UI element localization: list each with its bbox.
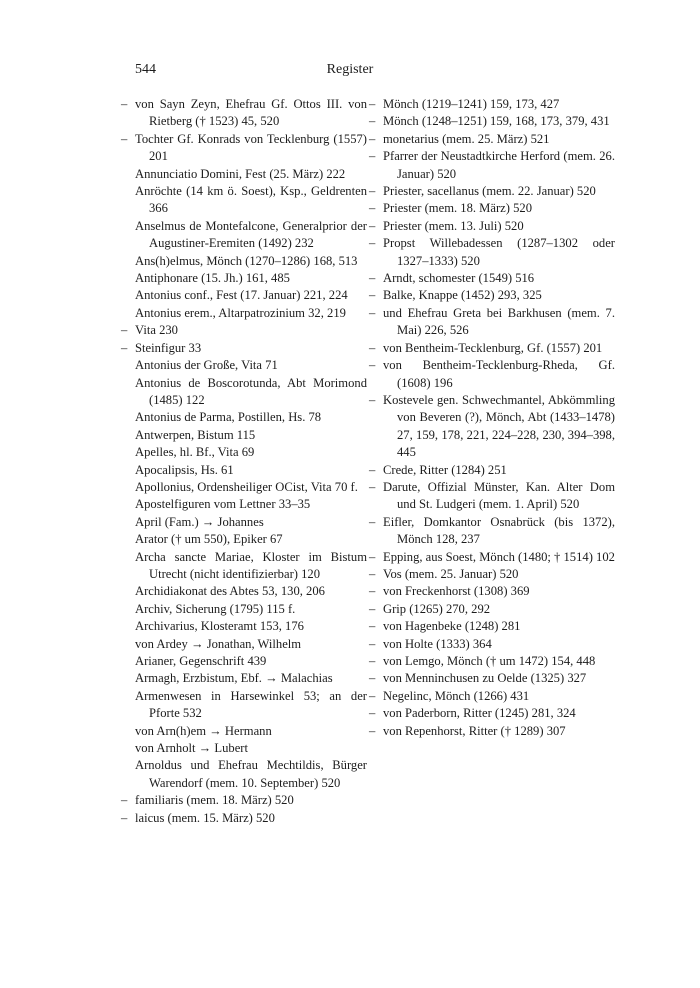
sub-entry-dash: – (121, 810, 128, 825)
index-entry-text: Arndt, schomester (1549) 516 (383, 271, 535, 286)
sub-entry-dash: – (369, 340, 376, 355)
index-entry (369, 305, 615, 340)
sub-entry-dash: – (369, 479, 376, 494)
index-entry-text: familiaris (mem. 18. März) 520 (135, 793, 294, 808)
index-entry-text: Archa sancte Mariae, Kloster im Bistum Utrecht (nicht identifizierbar) 120 (135, 549, 367, 581)
sub-entry-dash: – (369, 584, 376, 599)
index-entry (121, 322, 367, 339)
index-entry (369, 340, 615, 357)
index-entry-text: Antonius de Parma, Postillen, Hs. 78 (135, 410, 322, 425)
index-entry (369, 566, 615, 583)
index-entry (135, 601, 367, 618)
index-entry (369, 670, 615, 687)
sub-entry-dash: – (369, 358, 376, 373)
index-entry-text: von Bentheim-Tecklenburg-Rheda, Gf. (1608) 196 (383, 358, 615, 390)
index-entry-text: Eifler, Domkantor Osnabrück (bis 1372), Mönch 128, 237 (383, 514, 615, 547)
index-entry (135, 531, 367, 548)
index-entry (135, 218, 367, 253)
sub-entry-dash: – (369, 654, 376, 668)
sub-entry-dash: – (369, 462, 376, 477)
index-entry-text: Vita 230 (135, 323, 178, 338)
index-entry-text: Steinfigur 33 (135, 340, 202, 355)
sub-entry-dash: – (369, 149, 376, 164)
index-entry-text: Vos (mem. 25. Januar) 520 (383, 566, 519, 581)
index-entry-text: Apostelfiguren vom Lettner 33–35 (135, 497, 311, 512)
index-entry (135, 357, 367, 374)
index-entry (369, 183, 615, 200)
index-entry (135, 166, 367, 183)
index-entry (121, 810, 367, 827)
index-entry-text: Antonius conf., Fest (17. Januar) 221, 224 (135, 288, 348, 303)
index-entry (369, 636, 615, 653)
index-entry-text: Apelles, hl. Bf., Vita 69 (135, 445, 255, 460)
sub-entry-dash: – (369, 601, 376, 616)
index-entry (135, 636, 367, 653)
index-entry (369, 235, 615, 270)
index-entry-text: von Holte (1333) 364 (383, 636, 492, 651)
sub-entry-dash: – (369, 97, 376, 111)
index-entry-text: Priester, sacellanus (mem. 22. Januar) 520 (383, 184, 596, 199)
index-entry-text: von Freckenhorst (1308) 369 (383, 584, 530, 599)
index-entry-text: April (Fam.) → Johannes (135, 514, 264, 529)
index-entry-text: Kostevele gen. Schwechmantel, Abkömmling von Beveren (?), Mönch, Abt (1433–1478) 27, 159, 178, 221, 224–228, 230, 394–398, 445 (383, 392, 615, 460)
index-entry-text: Mönch (1219–1241) 159, 173, 427 (383, 97, 560, 111)
index-entry (369, 462, 615, 479)
index-entry-text: Priester (mem. 13. Juli) 520 (383, 218, 524, 233)
index-entry-text: Priester (mem. 18. März) 520 (383, 201, 532, 216)
index-entry (135, 670, 367, 687)
sub-entry-dash: – (369, 201, 376, 216)
index-entry-text: von Bentheim-Tecklenburg, Gf. (1557) 201 (383, 340, 603, 355)
sub-entry-dash: – (369, 271, 376, 286)
index-entry (135, 253, 367, 270)
index-entry (135, 496, 367, 513)
index-entry (135, 427, 367, 444)
index-entry-text: Antwerpen, Bistum 115 (135, 427, 256, 442)
index-entry (135, 723, 367, 740)
sub-entry-dash: – (369, 671, 376, 686)
sub-entry-dash: – (369, 288, 376, 303)
index-entry-text: von Repenhorst, Ritter († 1289) 307 (383, 723, 566, 738)
sub-entry-dash: – (369, 688, 376, 703)
index-entry-text: laicus (mem. 15. März) 520 (135, 810, 275, 825)
index-entry-text: monetarius (mem. 25. März) 521 (383, 131, 550, 146)
index-entry (369, 549, 615, 566)
index-entry-text: von Sayn Zeyn, Ehefrau Gf. Ottos III. von Rietberg († 1523) 45, 520 (135, 97, 367, 129)
sub-entry-dash: – (121, 323, 128, 338)
index-entry-text: Arator († um 550), Epiker 67 (135, 532, 283, 547)
index-entry (121, 792, 367, 809)
index-entry-text: Negelinc, Mönch (1266) 431 (383, 688, 530, 703)
index-entry (369, 583, 615, 600)
page-number: 544 (135, 62, 156, 77)
sub-entry-dash: – (369, 566, 376, 581)
index-entry (135, 549, 367, 584)
sub-entry-dash: – (121, 131, 128, 146)
index-entry (369, 270, 615, 287)
index-entry-text: Archiv, Sicherung (1795) 115 f. (135, 601, 296, 616)
index-entry-text: Archidiakonat des Abtes 53, 130, 206 (135, 584, 325, 599)
index-entry-text: von Paderborn, Ritter (1245) 281, 324 (383, 706, 576, 721)
index-entry-text: Epping, aus Soest, Mönch (1480; † 1514) 102 (383, 549, 615, 564)
index-entry (135, 757, 367, 792)
index-entry-text: von Arnholt → Lubert (135, 741, 248, 756)
index-entry-text: Tochter Gf. Konrads von Tecklenburg (1557) 201 (135, 131, 367, 164)
sub-entry-dash: – (369, 184, 376, 199)
index-entry (135, 462, 367, 479)
index-entry (369, 131, 615, 148)
index-entry-text: Ans(h)elmus, Mönch (1270–1286) 168, 513 (135, 253, 358, 268)
index-entry-text: Armenwesen in Harsewinkel 53; an der Pforte 532 (135, 688, 367, 721)
index-entry-text: Anröchte (14 km ö. Soest), Ksp., Geldrenten 366 (135, 184, 367, 216)
index-entry (135, 653, 367, 670)
index-entry (121, 96, 367, 131)
index-entry-text: Grip (1265) 270, 292 (383, 601, 491, 616)
index-entry-text: und Ehefrau Greta bei Barkhusen (mem. 7. Mai) 226, 526 (383, 305, 615, 338)
index-entry-text: von Menninchusen zu Oelde (1325) 327 (383, 671, 587, 686)
index-entry-text: von Hagenbeke (1248) 281 (383, 619, 521, 634)
index-entry-text: Antonius der Große, Vita 71 (135, 358, 278, 373)
index-entry-text: Mönch (1248–1251) 159, 168, 173, 379, 431 (383, 114, 610, 129)
index-entry-text: Crede, Ritter (1284) 251 (383, 462, 507, 477)
index-entry (135, 479, 367, 496)
index-entry (369, 96, 615, 113)
sub-entry-dash: – (369, 549, 376, 564)
index-entry-text: Armagh, Erzbistum, Ebf. → Malachias (135, 671, 333, 686)
index-entry-text: Antonius de Boscorotunda, Abt Morimond (1485) 122 (135, 375, 367, 407)
index-entry-text: Pfarrer der Neustadtkirche Herford (mem. 26. Januar) 520 (383, 149, 615, 181)
index-entry (121, 340, 367, 357)
index-column-right (369, 96, 615, 740)
index-entry-text: von Ardey → Jonathan, Wilhelm (135, 636, 302, 651)
index-entry-text: Antonius erem., Altarpatrozinium 32, 219 (135, 305, 346, 320)
index-entry (369, 113, 615, 130)
index-entry (135, 618, 367, 635)
index-entry-text: Apollonius, Ordensheiliger OCist, Vita 70 f. (135, 479, 358, 494)
index-entry (121, 131, 367, 166)
index-entry (369, 601, 615, 618)
index-entry-text: von Arn(h)em → Hermann (135, 723, 272, 738)
index-entry (369, 357, 615, 392)
index-entry (135, 583, 367, 600)
index-entry-text: von Lemgo, Mönch († um 1472) 154, 448 (383, 654, 596, 668)
index-entry (369, 479, 615, 514)
index-entry (135, 287, 367, 304)
index-entry (135, 688, 367, 723)
sub-entry-dash: – (369, 218, 376, 233)
index-entry (135, 183, 367, 218)
index-entry-text: Apocalipsis, Hs. 61 (135, 462, 234, 477)
sub-entry-dash: – (369, 619, 376, 634)
index-entry-text: Arnoldus und Ehefrau Mechtildis, Bürger Warendorf (mem. 10. September) 520 (135, 758, 367, 790)
index-entry (135, 740, 367, 757)
index-entry (135, 375, 367, 410)
index-entry (369, 148, 615, 183)
index-entry (135, 305, 367, 322)
sub-entry-dash: – (369, 706, 376, 721)
index-entry (369, 723, 615, 740)
sub-entry-dash: – (369, 131, 376, 146)
index-entry (135, 444, 367, 461)
index-entry (369, 653, 615, 670)
index-entry (369, 218, 615, 235)
running-head: Register (326, 62, 374, 77)
sub-entry-dash: – (369, 723, 376, 738)
sub-entry-dash: – (369, 236, 376, 251)
index-entry-text: Propst Willebadessen (1287–1302 oder 1327–1333) 520 (383, 236, 615, 268)
index-entry (369, 618, 615, 635)
sub-entry-dash: – (121, 97, 128, 111)
index-entry (369, 392, 615, 462)
sub-entry-dash: – (369, 114, 376, 129)
index-column-left (121, 96, 367, 827)
index-entry (369, 287, 615, 304)
sub-entry-dash: – (369, 305, 376, 320)
index-entry (369, 705, 615, 722)
sub-entry-dash: – (121, 340, 128, 355)
index-entry-text: Anselmus de Montefalcone, Generalprior der Augustiner-Eremiten (1492) 232 (135, 218, 367, 251)
sub-entry-dash: – (121, 793, 128, 808)
index-entry (135, 270, 367, 287)
sub-entry-dash: – (369, 514, 376, 529)
index-entry-text: Archivarius, Klosteramt 153, 176 (135, 619, 304, 634)
index-entry (135, 409, 367, 426)
index-entry (369, 688, 615, 705)
index-entry-text: Antiphonare (15. Jh.) 161, 485 (135, 271, 290, 286)
index-entry-text: Balke, Knappe (1452) 293, 325 (383, 288, 542, 303)
sub-entry-dash: – (369, 636, 376, 651)
index-entry-text: Annunciatio Domini, Fest (25. März) 222 (135, 166, 346, 181)
index-entry-text: Darute, Offizial Münster, Kan. Alter Dom und St. Ludgeri (mem. 1. April) 520 (383, 479, 615, 512)
index-entry (369, 514, 615, 549)
index-entry (369, 200, 615, 217)
index-entry (135, 514, 367, 531)
sub-entry-dash: – (369, 392, 376, 407)
index-entry-text: Arianer, Gegenschrift 439 (135, 654, 267, 668)
